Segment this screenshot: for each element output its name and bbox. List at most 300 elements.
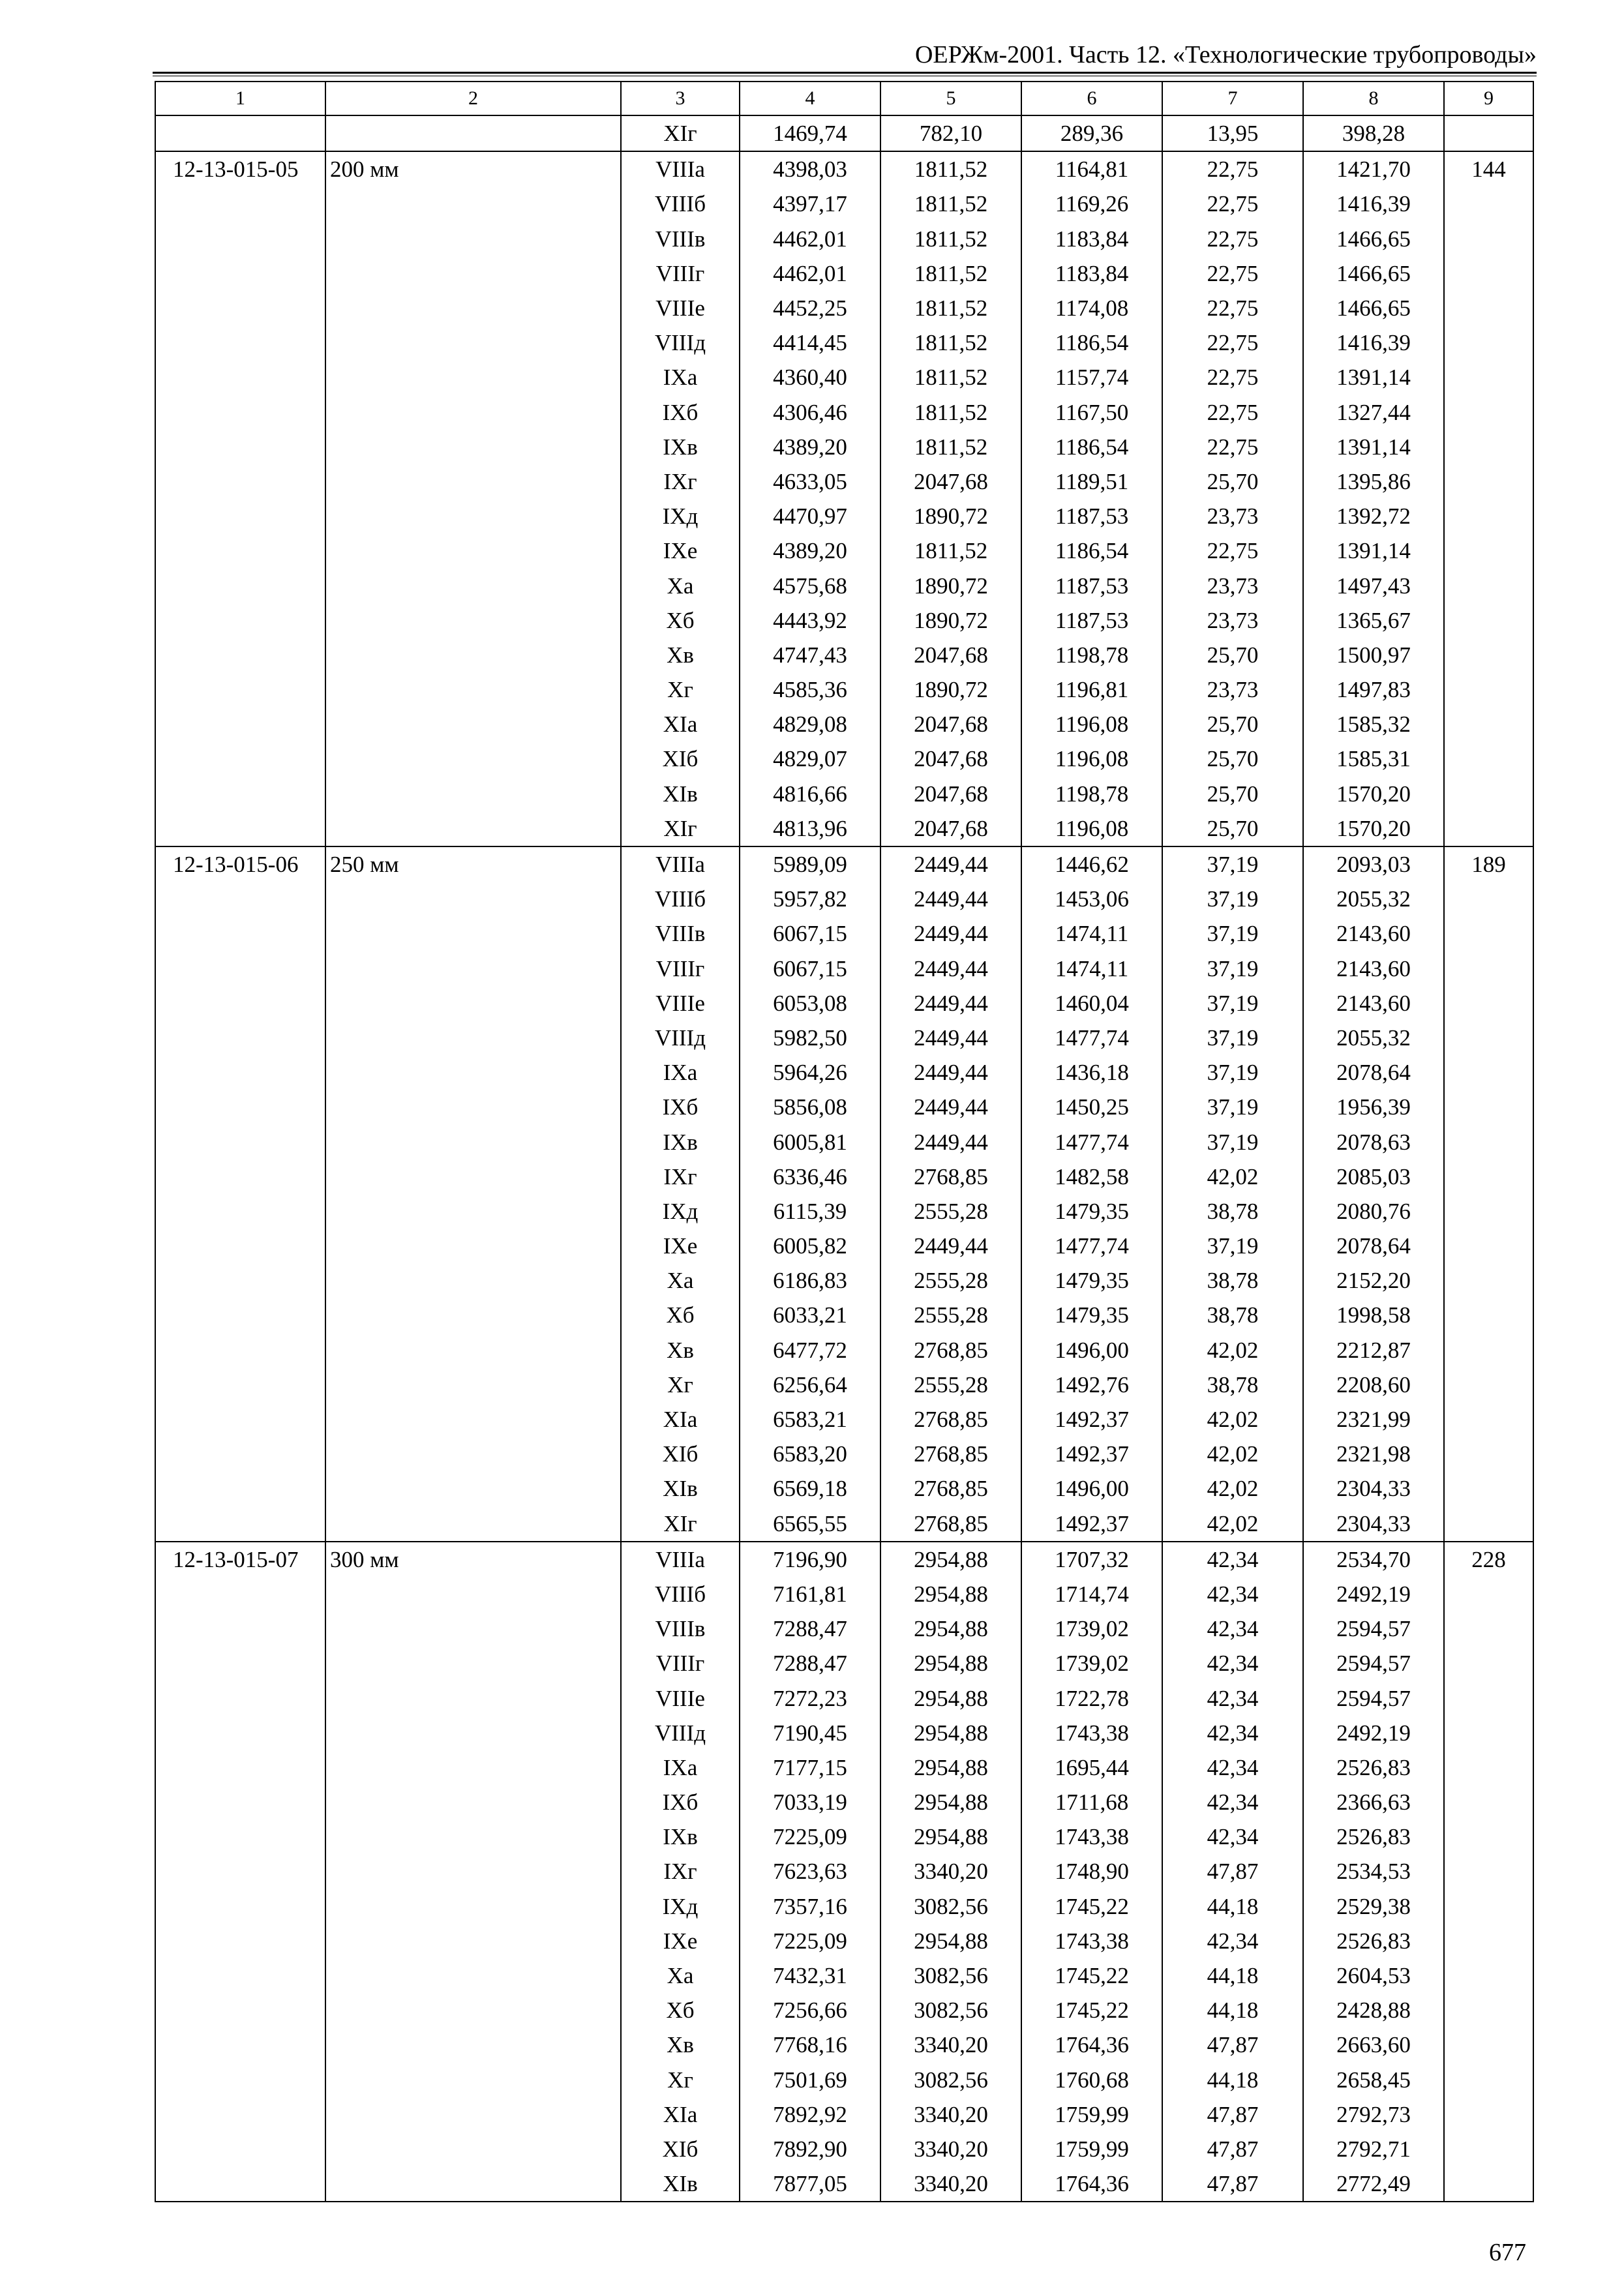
material-cost-cell: 2534,53 <box>1303 1854 1444 1889</box>
category-cell: IXб <box>621 395 740 430</box>
labor-cost-cell <box>1444 1298 1533 1332</box>
wage-cell: 2954,88 <box>880 1924 1021 1958</box>
wage-cell: 2768,85 <box>880 1506 1021 1542</box>
category-cell: IXд <box>621 499 740 533</box>
wage-cell: 2768,85 <box>880 1333 1021 1368</box>
machine-cost-cell: 1695,44 <box>1021 1750 1162 1785</box>
rate-code-cell: 12-13-015-06 <box>155 846 325 882</box>
machine-cost-cell: 1436,18 <box>1021 1055 1162 1090</box>
rate-code-cell <box>155 1819 325 1854</box>
labor-cost-cell <box>1444 2132 1533 2166</box>
machine-cost-cell: 1743,38 <box>1021 1716 1162 1750</box>
total-cost-cell: 6067,15 <box>740 916 880 951</box>
rate-code-cell <box>155 1611 325 1646</box>
total-cost-cell: 4813,96 <box>740 811 880 846</box>
column-header: 7 <box>1162 82 1303 115</box>
material-cost-cell: 1500,97 <box>1303 638 1444 672</box>
table-row <box>155 638 1533 672</box>
table-row <box>155 533 1533 568</box>
category-cell: VIIIа <box>621 151 740 187</box>
wage-cell: 2555,28 <box>880 1298 1021 1332</box>
machine-cost-cell: 1474,11 <box>1021 916 1162 951</box>
driver-wage-cell: 37,19 <box>1162 1021 1303 1055</box>
category-cell: Xг <box>621 2063 740 2097</box>
machine-cost-cell: 1183,84 <box>1021 222 1162 256</box>
category-cell: VIIIд <box>621 1021 740 1055</box>
table-row <box>155 1958 1533 1993</box>
diameter-cell <box>325 777 621 811</box>
wage-cell: 2047,68 <box>880 741 1021 776</box>
wage-cell: 2768,85 <box>880 1159 1021 1194</box>
table-row <box>155 1055 1533 1090</box>
machine-cost-cell: 1169,26 <box>1021 187 1162 221</box>
category-cell: IXе <box>621 533 740 568</box>
diameter-cell <box>325 395 621 430</box>
material-cost-cell: 1392,72 <box>1303 499 1444 533</box>
header-divider <box>153 72 1537 76</box>
labor-cost-cell <box>1444 1159 1533 1194</box>
labor-cost-cell <box>1444 1681 1533 1715</box>
diameter-cell <box>325 256 621 291</box>
material-cost-cell: 2321,98 <box>1303 1437 1444 1471</box>
labor-cost-cell <box>1444 1471 1533 1506</box>
rate-code-cell <box>155 2097 325 2132</box>
driver-wage-cell: 42,34 <box>1162 1785 1303 1819</box>
rate-code-cell <box>155 1402 325 1437</box>
wage-cell: 2047,68 <box>880 464 1021 499</box>
machine-cost-cell: 1739,02 <box>1021 1646 1162 1681</box>
machine-cost-cell: 1186,54 <box>1021 533 1162 568</box>
wage-cell: 3340,20 <box>880 2027 1021 2062</box>
table-row <box>155 1646 1533 1681</box>
total-cost-cell: 4470,97 <box>740 499 880 533</box>
wage-cell: 2449,44 <box>880 846 1021 882</box>
rate-code-cell <box>155 638 325 672</box>
wage-cell: 2047,68 <box>880 707 1021 741</box>
wage-cell: 1811,52 <box>880 256 1021 291</box>
diameter-cell <box>325 1924 621 1958</box>
rate-code-cell <box>155 187 325 221</box>
driver-wage-cell: 22,75 <box>1162 395 1303 430</box>
table-row <box>155 882 1533 916</box>
machine-cost-cell: 1189,51 <box>1021 464 1162 499</box>
labor-cost-cell <box>1444 325 1533 360</box>
total-cost-cell: 7892,92 <box>740 2097 880 2132</box>
diameter-cell <box>325 1090 621 1124</box>
diameter-cell <box>325 222 621 256</box>
wage-cell: 3082,56 <box>880 1889 1021 1924</box>
material-cost-cell: 2594,57 <box>1303 1681 1444 1715</box>
table-body <box>155 115 1533 2202</box>
table-row <box>155 1924 1533 1958</box>
category-cell: XIв <box>621 777 740 811</box>
diameter-cell <box>325 430 621 464</box>
table-row <box>155 499 1533 533</box>
rate-code-cell <box>155 1750 325 1785</box>
machine-cost-cell: 1196,08 <box>1021 707 1162 741</box>
table-row <box>155 811 1533 846</box>
labor-cost-cell <box>1444 1437 1533 1471</box>
table-row <box>155 568 1533 603</box>
labor-cost-cell <box>1444 395 1533 430</box>
category-cell: Xв <box>621 1333 740 1368</box>
rate-code-cell <box>155 395 325 430</box>
wage-cell: 3340,20 <box>880 2166 1021 2202</box>
category-cell: VIIIг <box>621 1646 740 1681</box>
table-row <box>155 1716 1533 1750</box>
driver-wage-cell: 37,19 <box>1162 951 1303 986</box>
labor-cost-cell <box>1444 1333 1533 1368</box>
driver-wage-cell: 22,75 <box>1162 256 1303 291</box>
machine-cost-cell: 1477,74 <box>1021 1229 1162 1263</box>
wage-cell: 2449,44 <box>880 1124 1021 1159</box>
material-cost-cell: 1570,20 <box>1303 811 1444 846</box>
driver-wage-cell: 37,19 <box>1162 1090 1303 1124</box>
wage-cell: 2954,88 <box>880 1611 1021 1646</box>
material-cost-cell: 1416,39 <box>1303 325 1444 360</box>
category-cell: IXг <box>621 1854 740 1889</box>
table-row <box>155 1298 1533 1332</box>
category-cell: XIв <box>621 2166 740 2202</box>
labor-cost-cell <box>1444 1506 1533 1542</box>
material-cost-cell: 2526,83 <box>1303 1750 1444 1785</box>
category-cell: VIIIе <box>621 986 740 1021</box>
labor-cost-cell <box>1444 1055 1533 1090</box>
driver-wage-cell: 37,19 <box>1162 1124 1303 1159</box>
labor-cost-cell <box>1444 1021 1533 1055</box>
diameter-cell <box>325 1681 621 1715</box>
category-cell: VIIIб <box>621 187 740 221</box>
machine-cost-cell: 1157,74 <box>1021 360 1162 395</box>
rate-code-cell <box>155 360 325 395</box>
driver-wage-cell: 42,02 <box>1162 1437 1303 1471</box>
rate-code-cell <box>155 1785 325 1819</box>
diameter-cell <box>325 1159 621 1194</box>
machine-cost-cell: 1492,76 <box>1021 1368 1162 1402</box>
column-header: 9 <box>1444 82 1533 115</box>
material-cost-cell: 1998,58 <box>1303 1298 1444 1332</box>
table-row <box>155 986 1533 1021</box>
category-cell: VIIIг <box>621 256 740 291</box>
labor-cost-cell <box>1444 464 1533 499</box>
category-cell: VIIIд <box>621 325 740 360</box>
driver-wage-cell: 47,87 <box>1162 2132 1303 2166</box>
wage-cell: 2768,85 <box>880 1402 1021 1437</box>
driver-wage-cell: 38,78 <box>1162 1263 1303 1298</box>
labor-cost-cell <box>1444 1924 1533 1958</box>
material-cost-cell: 1466,65 <box>1303 222 1444 256</box>
total-cost-cell: 6256,64 <box>740 1368 880 1402</box>
rate-code-cell <box>155 2063 325 2097</box>
labor-cost-cell <box>1444 2027 1533 2062</box>
category-cell: IXг <box>621 1159 740 1194</box>
labor-cost-cell <box>1444 2097 1533 2132</box>
driver-wage-cell: 42,34 <box>1162 1577 1303 1611</box>
table-row <box>155 291 1533 325</box>
diameter-cell <box>325 1021 621 1055</box>
rate-code-cell <box>155 811 325 846</box>
diameter-cell <box>325 1263 621 1298</box>
material-cost-cell: 2143,60 <box>1303 951 1444 986</box>
diameter-cell <box>325 1646 621 1681</box>
driver-wage-cell: 23,73 <box>1162 568 1303 603</box>
total-cost-cell: 5964,26 <box>740 1055 880 1090</box>
diameter-cell <box>325 1194 621 1229</box>
wage-cell: 1890,72 <box>880 499 1021 533</box>
labor-cost-cell: 144 <box>1444 151 1533 187</box>
rate-code-cell <box>155 1716 325 1750</box>
diameter-cell: 300 мм <box>325 1542 621 1577</box>
machine-cost-cell: 289,36 <box>1021 115 1162 151</box>
diameter-cell <box>325 2166 621 2202</box>
total-cost-cell: 7161,81 <box>740 1577 880 1611</box>
table-row <box>155 707 1533 741</box>
category-cell: IXе <box>621 1229 740 1263</box>
table-row <box>155 2166 1533 2202</box>
machine-cost-cell: 1474,11 <box>1021 951 1162 986</box>
labor-cost-cell <box>1444 1577 1533 1611</box>
material-cost-cell: 2078,64 <box>1303 1229 1444 1263</box>
wage-cell: 1811,52 <box>880 222 1021 256</box>
table-row <box>155 1611 1533 1646</box>
category-cell: IXа <box>621 1055 740 1090</box>
labor-cost-cell: 228 <box>1444 1542 1533 1577</box>
category-cell: VIIIа <box>621 846 740 882</box>
machine-cost-cell: 1745,22 <box>1021 1889 1162 1924</box>
machine-cost-cell: 1745,22 <box>1021 1993 1162 2027</box>
total-cost-cell: 7272,23 <box>740 1681 880 1715</box>
diameter-cell <box>325 1889 621 1924</box>
table-row <box>155 846 1533 882</box>
category-cell: XIг <box>621 115 740 151</box>
column-header: 2 <box>325 82 621 115</box>
wage-cell: 3082,56 <box>880 2063 1021 2097</box>
diameter-cell <box>325 1124 621 1159</box>
machine-cost-cell: 1496,00 <box>1021 1333 1162 1368</box>
total-cost-cell: 6005,81 <box>740 1124 880 1159</box>
wage-cell: 2449,44 <box>880 1055 1021 1090</box>
total-cost-cell: 4585,36 <box>740 672 880 707</box>
machine-cost-cell: 1164,81 <box>1021 151 1162 187</box>
category-cell: Xб <box>621 1298 740 1332</box>
driver-wage-cell: 38,78 <box>1162 1298 1303 1332</box>
driver-wage-cell: 47,87 <box>1162 2027 1303 2062</box>
machine-cost-cell: 1759,99 <box>1021 2097 1162 2132</box>
table-row <box>155 1263 1533 1298</box>
labor-cost-cell <box>1444 115 1533 151</box>
machine-cost-cell: 1496,00 <box>1021 1471 1162 1506</box>
labor-cost-cell <box>1444 638 1533 672</box>
machine-cost-cell: 1764,36 <box>1021 2027 1162 2062</box>
machine-cost-cell: 1460,04 <box>1021 986 1162 1021</box>
diameter-cell <box>325 1298 621 1332</box>
diameter-cell <box>325 499 621 533</box>
rate-code-cell <box>155 1889 325 1924</box>
total-cost-cell: 7288,47 <box>740 1611 880 1646</box>
labor-cost-cell <box>1444 707 1533 741</box>
driver-wage-cell: 37,19 <box>1162 986 1303 1021</box>
wage-cell: 2449,44 <box>880 882 1021 916</box>
total-cost-cell: 7501,69 <box>740 2063 880 2097</box>
total-cost-cell: 6583,20 <box>740 1437 880 1471</box>
diameter-cell <box>325 115 621 151</box>
labor-cost-cell <box>1444 222 1533 256</box>
driver-wage-cell: 22,75 <box>1162 360 1303 395</box>
wage-cell: 2449,44 <box>880 1090 1021 1124</box>
material-cost-cell: 2428,88 <box>1303 1993 1444 2027</box>
rates-table <box>155 81 1534 2202</box>
material-cost-cell: 1327,44 <box>1303 395 1444 430</box>
table-row <box>155 1785 1533 1819</box>
rate-code-cell <box>155 222 325 256</box>
material-cost-cell: 1391,14 <box>1303 533 1444 568</box>
wage-cell: 1811,52 <box>880 151 1021 187</box>
material-cost-cell: 398,28 <box>1303 115 1444 151</box>
total-cost-cell: 5982,50 <box>740 1021 880 1055</box>
total-cost-cell: 7225,09 <box>740 1819 880 1854</box>
category-cell: XIб <box>621 2132 740 2166</box>
diameter-cell <box>325 1785 621 1819</box>
diameter-cell: 250 мм <box>325 846 621 882</box>
table-row <box>155 1090 1533 1124</box>
table-row <box>155 1333 1533 1368</box>
category-cell: Xб <box>621 603 740 638</box>
wage-cell: 3340,20 <box>880 2132 1021 2166</box>
category-cell: IXв <box>621 1124 740 1159</box>
machine-cost-cell: 1492,37 <box>1021 1437 1162 1471</box>
total-cost-cell: 6336,46 <box>740 1159 880 1194</box>
wage-cell: 2768,85 <box>880 1471 1021 1506</box>
total-cost-cell: 1469,74 <box>740 115 880 151</box>
column-header: 4 <box>740 82 880 115</box>
material-cost-cell: 1466,65 <box>1303 256 1444 291</box>
labor-cost-cell <box>1444 1229 1533 1263</box>
labor-cost-cell <box>1444 533 1533 568</box>
rate-code-cell <box>155 1021 325 1055</box>
rate-code-cell <box>155 1298 325 1332</box>
material-cost-cell: 2321,99 <box>1303 1402 1444 1437</box>
material-cost-cell: 2526,83 <box>1303 1924 1444 1958</box>
rate-code-cell <box>155 1854 325 1889</box>
total-cost-cell: 7196,90 <box>740 1542 880 1577</box>
rate-code-cell: 12-13-015-05 <box>155 151 325 187</box>
machine-cost-cell: 1714,74 <box>1021 1577 1162 1611</box>
material-cost-cell: 2304,33 <box>1303 1506 1444 1542</box>
machine-cost-cell: 1186,54 <box>1021 430 1162 464</box>
material-cost-cell: 1395,86 <box>1303 464 1444 499</box>
total-cost-cell: 4389,20 <box>740 430 880 464</box>
material-cost-cell: 2594,57 <box>1303 1646 1444 1681</box>
driver-wage-cell: 37,19 <box>1162 846 1303 882</box>
material-cost-cell: 1497,43 <box>1303 568 1444 603</box>
table-row <box>155 464 1533 499</box>
material-cost-cell: 1391,14 <box>1303 430 1444 464</box>
category-cell: IXд <box>621 1194 740 1229</box>
material-cost-cell: 2594,57 <box>1303 1611 1444 1646</box>
machine-cost-cell: 1187,53 <box>1021 603 1162 638</box>
rate-code-cell <box>155 325 325 360</box>
rate-code-cell: 12-13-015-07 <box>155 1542 325 1577</box>
table-row <box>155 1437 1533 1471</box>
driver-wage-cell: 22,75 <box>1162 187 1303 221</box>
machine-cost-cell: 1745,22 <box>1021 1958 1162 1993</box>
table-row <box>155 1577 1533 1611</box>
diameter-cell <box>325 882 621 916</box>
machine-cost-cell: 1764,36 <box>1021 2166 1162 2202</box>
driver-wage-cell: 42,34 <box>1162 1716 1303 1750</box>
rate-code-cell <box>155 741 325 776</box>
material-cost-cell: 1585,32 <box>1303 707 1444 741</box>
total-cost-cell: 7033,19 <box>740 1785 880 1819</box>
labor-cost-cell <box>1444 256 1533 291</box>
category-cell: IXв <box>621 1819 740 1854</box>
labor-cost-cell <box>1444 882 1533 916</box>
category-cell: IXе <box>621 1924 740 1958</box>
material-cost-cell: 2078,64 <box>1303 1055 1444 1090</box>
machine-cost-cell: 1187,53 <box>1021 499 1162 533</box>
category-cell: XIб <box>621 1437 740 1471</box>
rate-code-cell <box>155 464 325 499</box>
diameter-cell <box>325 2027 621 2062</box>
category-cell: VIIIа <box>621 1542 740 1577</box>
diameter-cell <box>325 1402 621 1437</box>
rate-code-cell <box>155 1577 325 1611</box>
table-row <box>155 360 1533 395</box>
diameter-cell <box>325 2097 621 2132</box>
category-cell: Xг <box>621 672 740 707</box>
table-row <box>155 395 1533 430</box>
machine-cost-cell: 1759,99 <box>1021 2132 1162 2166</box>
driver-wage-cell: 22,75 <box>1162 325 1303 360</box>
machine-cost-cell: 1711,68 <box>1021 1785 1162 1819</box>
rate-code-cell <box>155 1368 325 1402</box>
table-row <box>155 951 1533 986</box>
total-cost-cell: 4462,01 <box>740 256 880 291</box>
category-cell: IXа <box>621 1750 740 1785</box>
driver-wage-cell: 42,34 <box>1162 1542 1303 1577</box>
machine-cost-cell: 1196,08 <box>1021 741 1162 776</box>
machine-cost-cell: 1477,74 <box>1021 1021 1162 1055</box>
wage-cell: 2555,28 <box>880 1194 1021 1229</box>
total-cost-cell: 4829,07 <box>740 741 880 776</box>
category-cell: VIIIв <box>621 1611 740 1646</box>
total-cost-cell: 7256,66 <box>740 1993 880 2027</box>
wage-cell: 1811,52 <box>880 395 1021 430</box>
wage-cell: 2954,88 <box>880 1819 1021 1854</box>
total-cost-cell: 4575,68 <box>740 568 880 603</box>
rate-code-cell <box>155 1958 325 1993</box>
category-cell: Xа <box>621 1958 740 1993</box>
wage-cell: 3340,20 <box>880 1854 1021 1889</box>
machine-cost-cell: 1479,35 <box>1021 1298 1162 1332</box>
driver-wage-cell: 42,02 <box>1162 1159 1303 1194</box>
wage-cell: 1890,72 <box>880 603 1021 638</box>
labor-cost-cell <box>1444 187 1533 221</box>
wage-cell: 2449,44 <box>880 986 1021 1021</box>
table-row <box>155 1368 1533 1402</box>
driver-wage-cell: 22,75 <box>1162 430 1303 464</box>
wage-cell: 2954,88 <box>880 1716 1021 1750</box>
material-cost-cell: 1365,67 <box>1303 603 1444 638</box>
table-row <box>155 325 1533 360</box>
driver-wage-cell: 42,02 <box>1162 1333 1303 1368</box>
total-cost-cell: 6565,55 <box>740 1506 880 1542</box>
labor-cost-cell <box>1444 1368 1533 1402</box>
rate-code-cell <box>155 2132 325 2166</box>
diameter-cell <box>325 811 621 846</box>
category-cell: XIа <box>621 2097 740 2132</box>
material-cost-cell: 2604,53 <box>1303 1958 1444 1993</box>
